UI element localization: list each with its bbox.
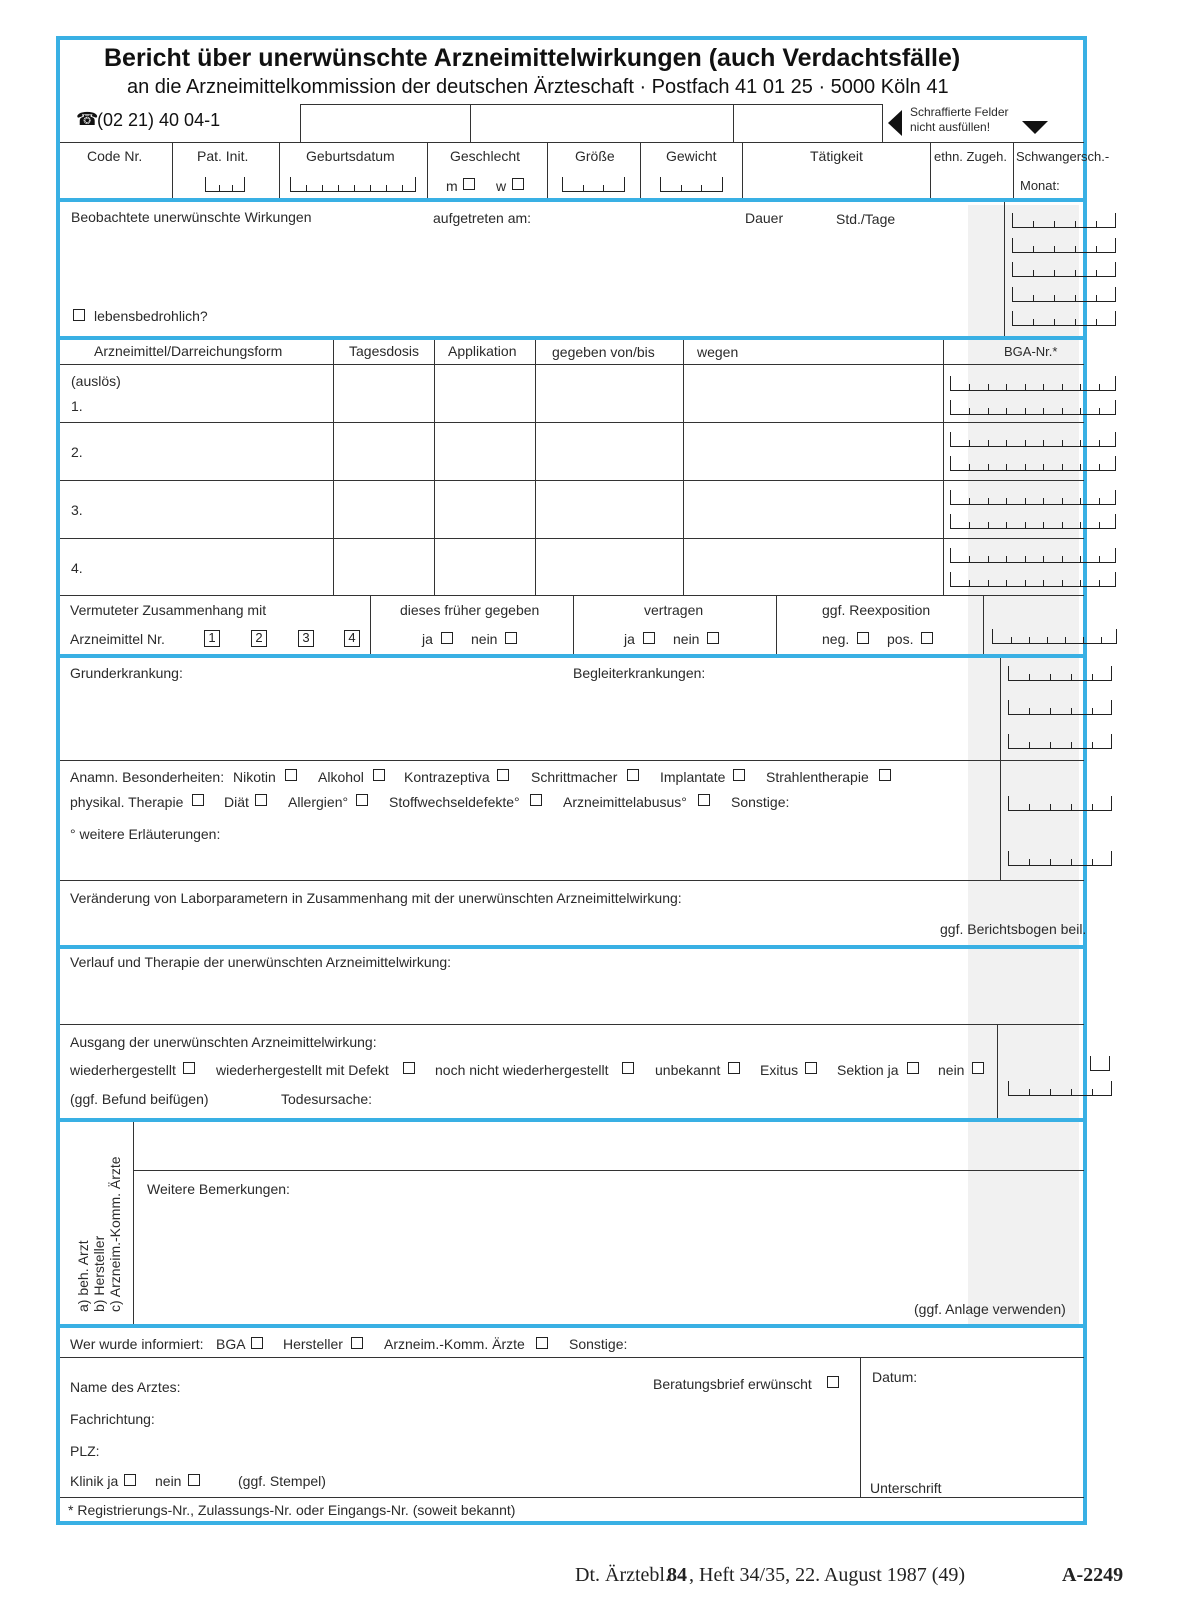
frame-divider-lab [57,945,1087,949]
specialty-label: Fachrichtung: [70,1411,155,1427]
drug-row-number: 4. [71,560,83,576]
frame-top [57,36,1087,40]
drug-number-box-4[interactable]: 4 [344,630,360,647]
col-div [427,142,428,198]
relation-col-div [573,595,574,654]
given-before-label: dieses früher gegeben [400,602,540,618]
drug-col-header: Arzneimittel/Darreichungsform [94,343,283,359]
recovered-defect-checkbox[interactable] [403,1062,415,1074]
disease-code-field[interactable] [1008,734,1112,749]
contraceptives-label: Kontrazeptiva [404,769,490,785]
other-label: Sonstige: [731,794,790,810]
autopsy-yes-label: Sektion ja [837,1062,899,1078]
exitus-label: Exitus [760,1062,799,1078]
effect-code-5[interactable] [1012,311,1116,326]
citation-journal: Dt. Ärztebl. [575,1564,670,1586]
bga-col-header: BGA-Nr.* [1004,344,1058,359]
code-col-div [1004,202,1005,336]
trigger-label: (auslös) [71,373,121,389]
citation-page: A-2249 [1062,1564,1124,1586]
ethnic-label: ethn. Zugeh. [934,149,1007,164]
clinic-no-checkbox[interactable] [188,1474,200,1486]
arrow-down-icon [1022,121,1048,134]
bga-field[interactable] [950,490,1116,505]
citation-volume: 84 [667,1564,687,1586]
implants-checkbox[interactable] [733,769,745,781]
not-recovered-checkbox[interactable] [622,1062,634,1074]
relation-col-div [370,595,371,654]
not-recovered-label: noch nicht wiederhergestellt [435,1062,609,1078]
arrow-left-icon [888,110,902,136]
occurred-label: aufgetreten am: [433,210,532,226]
given-before-yes-label: ja [422,631,433,647]
observed-effects-label: Beobachtete unerwünschte Wirkungen [71,209,312,225]
effect-code-3[interactable] [1012,262,1116,277]
given-before-no-label: nein [471,631,498,647]
drug-number-box-1[interactable]: 1 [204,630,220,647]
allergies-label: Allergien° [288,794,349,810]
relation-col-div [776,595,777,654]
anamnesis-code-field[interactable] [1008,851,1112,866]
course-label: Verlauf und Therapie der unerwünschten Arzneimittelwirkung: [70,954,452,970]
female-label: w [496,178,507,194]
effect-code-4[interactable] [1012,287,1116,302]
header-box-div [470,104,471,142]
dose-col-header: Tagesdosis [349,343,420,359]
drug-number-box-3[interactable]: 3 [298,630,314,647]
col-div [742,142,743,198]
bga-field[interactable] [950,376,1116,391]
lab-rule [60,880,1084,881]
advice-letter-label: Beratungsbrief erwünscht [653,1376,812,1392]
drug-number-box-2[interactable]: 2 [251,630,267,647]
tolerated-label: vertragen [644,602,704,618]
header-box-div [300,104,301,142]
recovered-checkbox[interactable] [183,1062,195,1074]
weight-field[interactable] [660,177,723,192]
drugs-row-rule [60,480,1084,481]
shaded-code-column [968,205,1079,1325]
side-label-doctor: a) beh. Arzt [75,1240,91,1312]
frame-left [56,36,60,1525]
birthdate-field[interactable] [290,177,416,192]
tolerated-no-label: nein [673,631,700,647]
attachment-label: (ggf. Anlage verwenden) [914,1301,1066,1317]
anamnesis-rule [60,760,1084,761]
informed-label: Wer wurde informiert: [70,1336,204,1352]
footnote-rule [60,1497,1084,1498]
autopsy-yes-checkbox[interactable] [907,1062,919,1074]
unknown-checkbox[interactable] [728,1062,740,1074]
frame-bottom [57,1521,1087,1525]
signature-label: Unterschrift [870,1480,942,1496]
informed-commission-label: Arzneim.-Komm. Ärzte [384,1336,525,1352]
footnote: * Registrierungs-Nr., Zulassungs-Nr. oder Eingangs-Nr. (soweit bekannt) [68,1502,516,1518]
side-label-commission: c) Arzneim.-Komm. Ärzte [107,1156,123,1312]
clinic-yes-checkbox[interactable] [124,1474,136,1486]
suspected-relation-label: Vermuteter Zusammenhang mit [70,602,267,618]
clinic-yes-label: Klinik ja [70,1473,119,1489]
nicotine-checkbox[interactable] [285,769,297,781]
radiotherapy-label: Strahlentherapie [766,769,869,785]
effect-code-2[interactable] [1012,238,1116,253]
doctor-name-label: Name des Arztes: [70,1379,181,1395]
effect-code-1[interactable] [1012,213,1116,228]
header-box-div [733,104,734,142]
pregnancy-label: Schwangersch.- [1016,149,1110,164]
informed-manufacturer-checkbox[interactable] [351,1337,363,1349]
date-label: Datum: [872,1369,918,1385]
bga-field[interactable] [950,432,1116,447]
given-col-header: gegeben von/bis [552,344,655,360]
informed-bga-checkbox[interactable] [251,1337,263,1349]
frame-divider-outcome [57,1118,1087,1122]
height-field[interactable] [562,177,625,192]
occupation-label: Tätigkeit [810,148,863,164]
informed-other-label: Sonstige: [569,1336,628,1352]
alcohol-label: Alkohol [318,769,364,785]
phone-number: (02 21) 40 04-1 [97,110,221,130]
citation-issue: , Heft 34/35, 22. August 1987 (49) [689,1564,966,1586]
recovered-label: wiederhergestellt [70,1062,176,1078]
form-title: Bericht über unerwünschte Arzneimittelwirkungen (auch Verdachtsfälle) [104,44,961,72]
frame-divider-patient [57,198,1087,202]
initials-label: Pat. Init. [197,148,249,164]
drugs-col-div [333,340,334,595]
stamp-label: (ggf. Stempel) [238,1473,326,1489]
basic-disease-label: Grunderkrankung: [70,665,183,681]
clinic-no-label: nein [155,1473,182,1489]
form-subtitle: an die Arzneimittelkommission der deutschen Ärzteschaft · Postfach 41 01 25 · 5000 Köln 41 [127,76,949,98]
doctor-col-div [860,1357,861,1497]
outcome-code-field[interactable] [1008,1081,1112,1096]
nicotine-label: Nikotin [233,769,276,785]
sex-label: Geschlecht [450,148,521,164]
drugs-col-div [434,340,435,595]
remarks-label: Weitere Bemerkungen: [147,1181,290,1197]
disease-code-field[interactable] [1008,666,1112,681]
month-label: Monat: [1020,178,1060,193]
reexposition-neg-checkbox[interactable] [857,632,869,644]
outcome-label: Ausgang der unerwünschten Arzneimittelwirkung: [70,1034,377,1050]
outcome-rule [60,1024,1084,1025]
col-div [172,142,173,198]
physical-therapy-label: physikal. Therapie [70,794,184,810]
reexposition-label: ggf. Reexposition [822,602,931,618]
autopsy-no-checkbox[interactable] [972,1062,984,1074]
birthdate-label: Geburtsdatum [306,148,395,164]
col-div [640,142,641,198]
initials-field[interactable] [205,177,245,192]
disease-code-field[interactable] [1008,700,1112,715]
contraceptives-checkbox[interactable] [497,769,509,781]
col-div [279,142,280,198]
implants-label: Implantate [660,769,726,785]
hint-line1: Schraffierte Felder [910,105,1009,119]
remarks-side-div [133,1122,134,1324]
bga-field[interactable] [950,548,1116,563]
relation-code-field[interactable] [992,629,1117,644]
drug-abuse-checkbox[interactable] [698,794,710,806]
female-checkbox[interactable] [512,178,524,190]
lab-label: Veränderung von Laborparametern in Zusammenhang mit der unerwünschten Arzneimittelwirkung: [70,890,682,906]
male-label: m [446,178,458,194]
reexposition-pos-checkbox[interactable] [921,632,933,644]
life-threatening-checkbox[interactable] [73,309,85,321]
concomitant-disease-label: Begleiterkrankungen: [573,665,706,681]
drugs-col-div [943,340,944,595]
drug-row-number: 1. [71,398,83,414]
recovered-defect-label: wiederhergestellt mit Defekt [216,1062,389,1078]
reexposition-neg-label: neg. [822,631,850,647]
bga-field[interactable] [950,456,1116,471]
drug-abuse-label: Arzneimittelabusus° [563,794,687,810]
weight-label: Gewicht [666,148,717,164]
diet-label: Diät [224,794,249,810]
drug-row-number: 3. [71,502,83,518]
col-div [547,142,548,198]
metabolic-label: Stoffwechseldefekte° [389,794,520,810]
bga-field[interactable] [950,572,1116,587]
informed-rule [60,1357,1084,1358]
height-label: Größe [575,148,615,164]
frame-divider-drugs [57,654,1087,658]
anamnesis-label: Anamn. Besonderheiten: [70,769,225,785]
pacemaker-label: Schrittmacher [531,769,618,785]
radiotherapy-checkbox[interactable] [879,769,891,781]
given-before-no-checkbox[interactable] [505,632,517,644]
metabolic-checkbox[interactable] [530,794,542,806]
relation-col-div [983,595,984,654]
alcohol-checkbox[interactable] [373,769,385,781]
findings-label: (ggf. Befund beifügen) [70,1091,209,1107]
code-col-div [997,1024,998,1118]
tolerated-yes-label: ja [624,631,635,647]
informed-manufacturer-label: Hersteller [283,1336,343,1352]
further-explanations-label: ° weitere Erläuterungen: [70,826,221,842]
physical-therapy-checkbox[interactable] [192,794,204,806]
exitus-checkbox[interactable] [805,1062,817,1074]
anamnesis-code-field[interactable] [1008,796,1112,811]
unit-label: Std./Tage [836,211,896,227]
life-threatening-label: lebensbedrohlich? [94,308,208,324]
duration-label: Dauer [745,210,784,226]
remarks-rule [133,1170,1084,1171]
side-label-manufacturer: b) Hersteller [91,1235,107,1312]
drugs-row-rule [60,595,1084,596]
allergies-checkbox[interactable] [356,794,368,806]
phone-icon: ☎ [76,109,99,129]
code-col-div [1000,658,1001,880]
drug-no-label: Arzneimittel Nr. [70,631,165,647]
lab-attach-label: ggf. Berichtsbogen beil. [940,921,1087,937]
drugs-header-rule [60,364,1084,365]
hint-line2: nicht ausfüllen! [910,120,991,134]
advice-letter-checkbox[interactable] [827,1376,839,1388]
frame-right [1083,36,1087,1525]
application-col-header: Applikation [448,343,517,359]
zip-label: PLZ: [70,1443,100,1459]
outcome-code-single[interactable] [1090,1056,1110,1071]
frame-divider-remarks [57,1324,1087,1328]
col-div [930,142,931,198]
informed-bga-label: BGA [216,1336,246,1352]
drugs-col-div [535,340,536,595]
col-div [1013,142,1014,198]
cause-of-death-label: Todesursache: [281,1091,373,1107]
bga-field[interactable] [950,400,1116,415]
male-checkbox[interactable] [463,178,475,190]
unknown-label: unbekannt [655,1062,721,1078]
frame-divider-effects [57,336,1087,340]
bga-field[interactable] [950,514,1116,529]
informed-commission-checkbox[interactable] [536,1337,548,1349]
drugs-col-div [683,340,684,595]
pacemaker-checkbox[interactable] [627,769,639,781]
drugs-row-rule [60,422,1084,423]
reexposition-pos-label: pos. [887,631,914,647]
reason-col-header: wegen [697,344,739,360]
header-box-div [882,104,883,142]
tolerated-yes-checkbox[interactable] [643,632,655,644]
diet-checkbox[interactable] [255,794,267,806]
drugs-row-rule [60,538,1084,539]
given-before-yes-checkbox[interactable] [441,632,453,644]
header-box-top [300,104,882,105]
drug-row-number: 2. [71,444,83,460]
autopsy-no-label: nein [938,1062,965,1078]
tolerated-no-checkbox[interactable] [707,632,719,644]
code-label: Code Nr. [87,148,143,164]
